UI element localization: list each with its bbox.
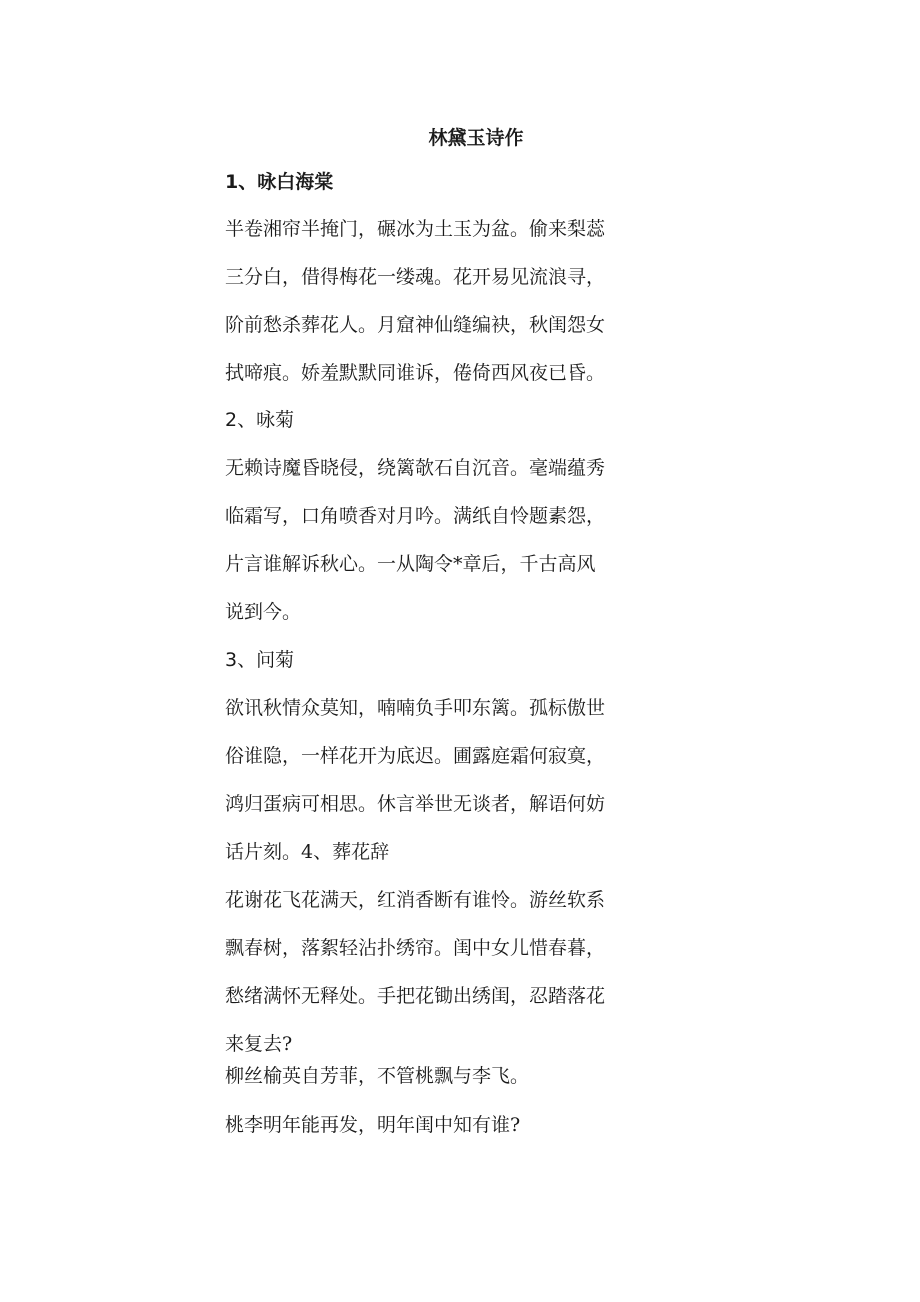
- poem-4-line-4: 来复去?: [225, 1033, 293, 1055]
- poem-3-line-4: 话片刻。4、葬花辞: [225, 841, 390, 863]
- poem-1-line-2: 三分白，借得梅花一缕魂。花开易见流浪寻，: [225, 266, 606, 288]
- poem-heading-3: 3、问菊: [225, 649, 295, 671]
- poem-3-line-3: 鸿归蛋病可相思。休言举世无谈者，解语何妨: [225, 793, 606, 815]
- poem-4-line-5: 柳丝榆英自芳菲，不管桃飘与李飞。: [225, 1065, 530, 1087]
- poem-2-line-3: 片言谁解诉秋心。一从陶令*章后，千古高风: [225, 553, 596, 575]
- document-title: 林黛玉诗作: [428, 127, 524, 149]
- poem-heading-2: 2、咏菊: [225, 409, 295, 431]
- poem-2-line-4: 说到今。: [225, 601, 302, 623]
- poem-3-line-2: 俗谁隐，一样花开为底迟。圃露庭霜何寂寞，: [225, 745, 606, 767]
- poem-4-line-2: 飘春树，落絮轻沾扑绣帘。闺中女儿惜春暮，: [225, 937, 606, 959]
- poem-2-line-1: 无赖诗魔昏晓侵，绕篱欹石自沉音。毫端蕴秀: [225, 457, 606, 479]
- poem-heading-1: 1、咏白海棠: [225, 171, 334, 193]
- poem-1-line-1: 半卷湘帘半掩门，碾冰为土玉为盆。偷来梨蕊: [225, 218, 606, 240]
- poem-2-line-2: 临霜写，口角喷香对月吟。满纸自怜题素怨，: [225, 505, 606, 527]
- poem-4-line-3: 愁绪满怀无释处。手把花锄出绣闺，忍踏落花: [225, 985, 606, 1007]
- poem-4-line-6: 桃李明年能再发，明年闺中知有谁?: [225, 1114, 521, 1136]
- poem-1-line-3: 阶前愁杀葬花人。月窟神仙缝编袂，秋闺怨女: [225, 314, 606, 336]
- poem-3-line-1: 欲讯秋情众莫知，喃喃负手叩东篱。孤标傲世: [225, 697, 606, 719]
- poem-4-line-1: 花谢花飞花满天，红消香断有谁怜。游丝软系: [225, 889, 606, 911]
- poem-1-line-4: 拭啼痕。娇羞默默同谁诉，倦倚西风夜已昏。: [225, 362, 606, 384]
